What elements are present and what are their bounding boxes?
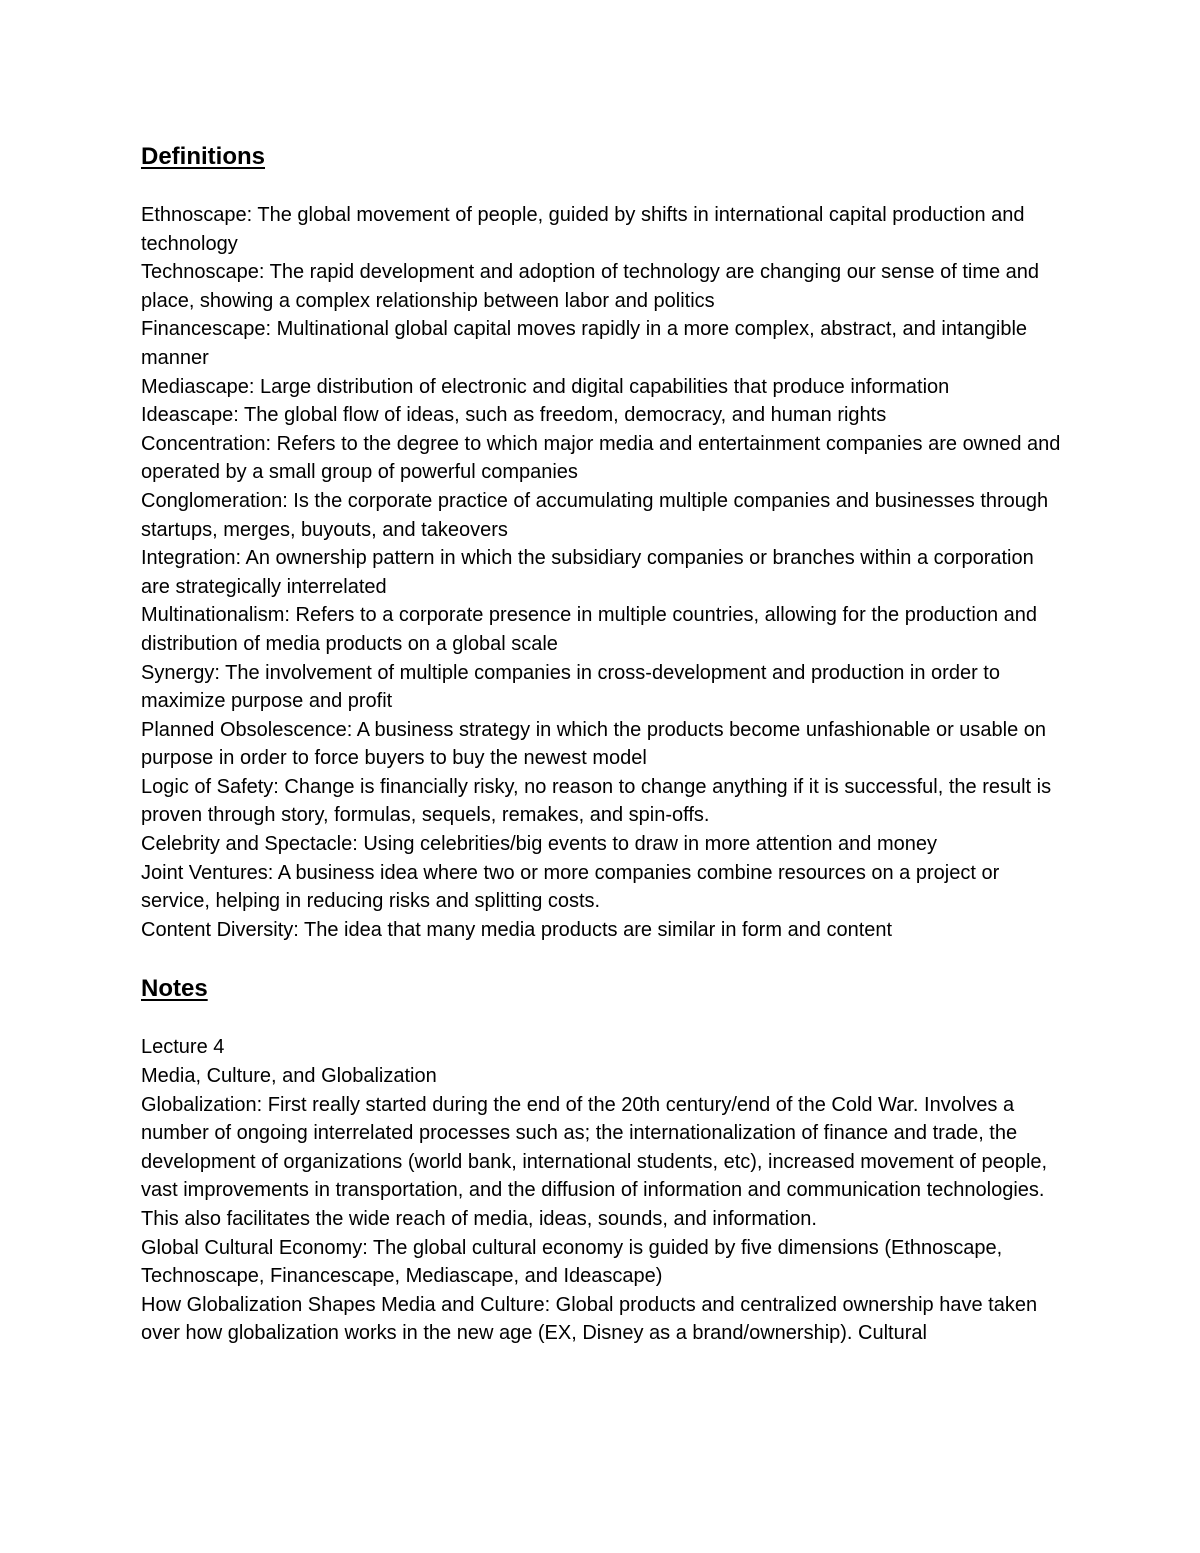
- definition-concentration: Concentration: Refers to the degree to which major media and entertainment companies are owned and operated by a small group of powerful companies: [141, 432, 1061, 484]
- note-how-globalization-shapes: How Globalization Shapes Media and Culture: Global products and centralized ownership have taken over how globalization works in the new age (EX, Disney as a brand/ownership). Cultural: [141, 1293, 1038, 1345]
- definition-multinationalism: Multinationalism: Refers to a corporate presence in multiple countries, allowing for the production and distribution of media products on a global scale: [141, 604, 1038, 655]
- definition-technoscape: Technoscape: The rapid development and adoption of technology are changing our sense of time and place, showing a complex relationship between labor and politics: [141, 261, 1040, 312]
- document-page: [141, 140, 1061, 1348]
- definition-logic-of-safety: Logic of Safety: Change is financially risky, no reason to change anything if it is successful, the result is proven through story, formulas, sequels, remakes, and spin-offs.: [141, 775, 1052, 827]
- definitions-heading: Definitions: [141, 143, 265, 170]
- definition-content-diversity: Content Diversity: The idea that many media products are similar in form and content: [141, 918, 893, 941]
- note-lecture-title: Media, Culture, and Globalization: [141, 1065, 437, 1088]
- definition-celebrity-and-spectacle: Celebrity and Spectacle: Using celebrities/big events to draw in more attention and money: [141, 833, 937, 856]
- notes-list: [141, 1033, 1061, 1348]
- definition-ethnoscape: Ethnoscape: The global movement of people, guided by shifts in international capital production and technology: [141, 204, 1025, 255]
- definition-conglomeration: Conglomeration: Is the corporate practice of accumulating multiple companies and businesses through startups, merges, buyouts, and takeovers: [141, 489, 1049, 541]
- definition-ideascape: Ideascape: The global flow of ideas, such as freedom, democracy, and human rights: [141, 404, 887, 427]
- definition-synergy: Synergy: The involvement of multiple companies in cross-development and production in order to maximize purpose and profit: [141, 661, 1000, 713]
- note-globalization: Globalization: First really started during the end of the 20th century/end of the Cold War. Involves a number of ongoing interrelated processes such as; the internationalization of finance and trade, the development of organizations (world bank, international students, etc), increased movement of people, vast improvements in transportation, and the diffusion of information and communication technologies. This also facilitates the wide reach of media, ideas, sounds, and information.: [141, 1093, 1048, 1230]
- definition-planned-obsolescence: Planned Obsolescence: A business strategy in which the products become unfashionable or usable on purpose in order to force buyers to buy the newest model: [141, 718, 1047, 770]
- notes-heading: Notes: [141, 975, 208, 1003]
- definitions-list: [141, 201, 1061, 944]
- note-global-cultural-economy: Global Cultural Economy: The global cultural economy is guided by five dimensions (Ethnoscape, Technoscape, Financescape, Mediascape, and Ideascape): [141, 1236, 1003, 1288]
- definition-mediascape: Mediascape: Large distribution of electronic and digital capabilities that produce information: [141, 375, 950, 398]
- note-lecture-number: Lecture 4: [141, 1036, 225, 1059]
- definition-integration: Integration: An ownership pattern in which the subsidiary companies or branches within a corporation are strategically interrelated: [141, 547, 1034, 598]
- definition-financescape: Financescape: Multinational global capital moves rapidly in a more complex, abstract, and intangible manner: [141, 318, 1028, 369]
- definition-joint-ventures: Joint Ventures: A business idea where two or more companies combine resources on a project or service, helping in reducing risks and splitting costs.: [141, 861, 1000, 913]
